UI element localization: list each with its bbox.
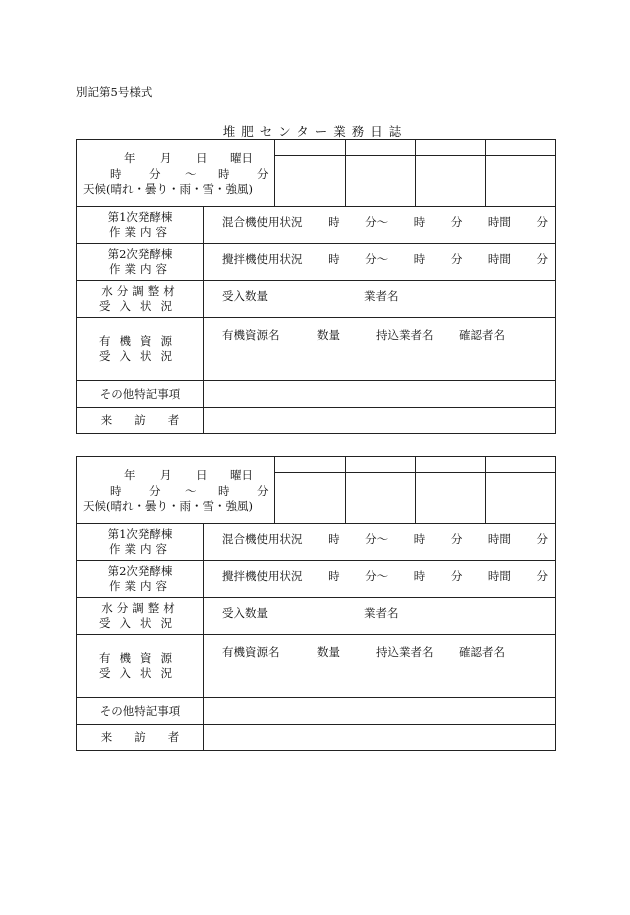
usage-total-hours: 時間 xyxy=(487,569,511,583)
usage-end-minute: 分 xyxy=(450,569,463,583)
other-notes-label-text: その他特記事項 xyxy=(99,386,181,401)
header-grid-column xyxy=(275,140,345,206)
organic-checker-label: 確認者名 xyxy=(459,328,505,342)
visitor-content[interactable] xyxy=(204,408,555,433)
ferment2-content[interactable] xyxy=(204,244,555,280)
month-label: 月 xyxy=(160,468,172,482)
usage-start-minute: 分〜 xyxy=(365,252,389,266)
header-grid-column xyxy=(275,457,345,523)
end-minute-label: 分 xyxy=(257,484,269,498)
moisture-row xyxy=(77,597,555,634)
organic-label-line1: 有機資源 xyxy=(99,651,181,665)
usage-start-hour: 時 xyxy=(328,252,340,266)
moisture-content[interactable] xyxy=(204,281,555,317)
usage-start-minute: 分〜 xyxy=(365,569,389,583)
usage-start-hour: 時 xyxy=(328,532,340,546)
end-hour-label: 時 xyxy=(218,167,230,181)
moisture-label-line2: 受入状況 xyxy=(99,616,181,630)
moisture-row xyxy=(77,280,555,317)
ferment1-label-line2: 作業内容 xyxy=(109,225,171,239)
organic-name-label: 有機資源名 xyxy=(222,645,280,659)
usage-start-hour: 時 xyxy=(328,569,340,583)
organic-quantity-label: 数量 xyxy=(317,328,340,342)
ferment2-content[interactable] xyxy=(204,561,555,597)
usage-total-hours: 時間 xyxy=(487,252,511,266)
header-grid xyxy=(275,457,555,523)
usage-total-minutes: 分 xyxy=(536,532,548,546)
header-grid-column xyxy=(415,457,485,523)
moisture-quantity-label: 受入数量 xyxy=(222,289,268,303)
date-time-weather-cell[interactable] xyxy=(77,457,275,523)
organic-row xyxy=(77,317,555,380)
usage-total-minutes: 分 xyxy=(536,252,548,266)
organic-carrier-label: 持込業者名 xyxy=(376,645,434,659)
moisture-label-line1: 水分調整材 xyxy=(101,601,179,615)
mixer-usage-line xyxy=(222,531,548,547)
ferment2-row xyxy=(77,243,555,280)
moisture-label-line1: 水分調整材 xyxy=(101,284,179,298)
organic-content[interactable] xyxy=(204,635,555,697)
organic-label xyxy=(77,635,204,697)
organic-checker-label: 確認者名 xyxy=(459,645,505,659)
usage-end-hour: 時 xyxy=(413,569,426,583)
visitor-label-text: 来訪者 xyxy=(100,730,202,744)
start-hour-label: 時 xyxy=(110,167,122,181)
ferment2-label-line2: 作業内容 xyxy=(109,579,171,593)
other-notes-label xyxy=(77,698,204,724)
organic-quantity-label: 数量 xyxy=(317,645,340,659)
header-grid-column xyxy=(485,457,555,523)
other-notes-label-text: その他特記事項 xyxy=(99,703,181,718)
organic-row xyxy=(77,634,555,697)
usage-total-minutes: 分 xyxy=(536,569,548,583)
organic-label xyxy=(77,318,204,380)
tilde-label: 〜 xyxy=(185,167,197,181)
year-label: 年 xyxy=(124,468,136,482)
ferment1-label-line1: 第1次発酵棟 xyxy=(107,210,173,224)
start-minute-label: 分 xyxy=(149,484,161,498)
ferment2-label xyxy=(77,561,204,597)
visitor-label-text: 来訪者 xyxy=(100,413,202,427)
header-grid-column xyxy=(345,140,415,206)
ferment1-label-line1: 第1次発酵棟 xyxy=(107,527,173,541)
usage-start-minute: 分〜 xyxy=(365,215,389,229)
usage-total-hours: 時間 xyxy=(487,532,511,546)
start-minute-label: 分 xyxy=(149,167,161,181)
tilde-label: 〜 xyxy=(185,484,197,498)
usage-end-hour: 時 xyxy=(413,532,426,546)
header-grid xyxy=(275,140,555,206)
ferment1-row xyxy=(77,523,555,560)
usage-total-hours: 時間 xyxy=(487,215,511,229)
agitator-usage-line xyxy=(222,568,548,584)
ferment1-label xyxy=(77,207,204,243)
organic-label-line2: 受入状況 xyxy=(99,666,181,680)
mixer-usage-label: 混合機使用状況 xyxy=(222,215,303,229)
agitator-usage-line xyxy=(222,251,548,267)
moisture-vendor-label: 業者名 xyxy=(364,289,399,303)
moisture-vendor-label: 業者名 xyxy=(364,606,399,620)
month-label: 月 xyxy=(160,151,172,165)
end-minute-label: 分 xyxy=(257,167,269,181)
day-label: 日 xyxy=(196,151,208,165)
start-hour-label: 時 xyxy=(110,484,122,498)
header-row xyxy=(77,140,555,206)
header-grid-column xyxy=(485,140,555,206)
usage-end-hour: 時 xyxy=(413,252,426,266)
moisture-label xyxy=(77,281,204,317)
moisture-content[interactable] xyxy=(204,598,555,634)
usage-total-minutes: 分 xyxy=(536,215,548,229)
organic-label-line1: 有機資源 xyxy=(99,334,181,348)
other-notes-label xyxy=(77,381,204,407)
agitator-usage-label: 攪拌機使用状況 xyxy=(222,569,303,583)
other-notes-row xyxy=(77,380,555,407)
ferment1-label-line2: 作業内容 xyxy=(109,542,171,556)
ferment2-label xyxy=(77,244,204,280)
ferment1-content[interactable] xyxy=(204,524,555,560)
ferment2-label-line1: 第2次発酵棟 xyxy=(107,247,173,261)
organic-name-label: 有機資源名 xyxy=(222,328,280,342)
weather-label: 天候(晴れ・曇り・雨・雪・強風) xyxy=(83,182,253,196)
other-notes-content[interactable] xyxy=(204,381,555,407)
moisture-label xyxy=(77,598,204,634)
organic-label-line2: 受入状況 xyxy=(99,349,181,363)
usage-end-hour: 時 xyxy=(413,215,426,229)
weather-label: 天候(晴れ・曇り・雨・雪・強風) xyxy=(83,499,253,513)
ferment1-content[interactable] xyxy=(204,207,555,243)
visitor-content[interactable] xyxy=(204,725,555,750)
visitor-row xyxy=(77,724,555,750)
usage-start-minute: 分〜 xyxy=(365,532,389,546)
log-form-block-2 xyxy=(76,456,556,751)
log-form-block-1 xyxy=(76,139,556,434)
ferment2-label-line2: 作業内容 xyxy=(109,262,171,276)
header-row xyxy=(77,457,555,523)
day-label: 日 xyxy=(196,468,208,482)
weekday-label: 曜日 xyxy=(230,151,253,165)
organic-carrier-label: 持込業者名 xyxy=(376,328,434,342)
mixer-usage-label: 混合機使用状況 xyxy=(222,532,303,546)
header-grid-column xyxy=(345,457,415,523)
agitator-usage-label: 攪拌機使用状況 xyxy=(222,252,303,266)
ferment1-label xyxy=(77,524,204,560)
usage-end-minute: 分 xyxy=(450,532,463,546)
end-hour-label: 時 xyxy=(218,484,230,498)
other-notes-content[interactable] xyxy=(204,698,555,724)
other-notes-row xyxy=(77,697,555,724)
visitor-row xyxy=(77,407,555,433)
ferment2-row xyxy=(77,560,555,597)
usage-end-minute: 分 xyxy=(450,252,463,266)
year-label: 年 xyxy=(124,151,136,165)
usage-start-hour: 時 xyxy=(328,215,340,229)
visitor-label xyxy=(77,408,204,433)
header-grid-column xyxy=(415,140,485,206)
organic-content[interactable] xyxy=(204,318,555,380)
document-title: 堆肥センター業務日誌 xyxy=(222,124,408,139)
visitor-label xyxy=(77,725,204,750)
ferment2-label-line1: 第2次発酵棟 xyxy=(107,564,173,578)
usage-end-minute: 分 xyxy=(450,215,463,229)
form-id: 別記第5号様式 xyxy=(76,85,153,99)
mixer-usage-line xyxy=(222,214,548,230)
moisture-label-line2: 受入状況 xyxy=(99,299,181,313)
date-time-weather-cell[interactable] xyxy=(77,140,275,206)
weekday-label: 曜日 xyxy=(230,468,253,482)
moisture-quantity-label: 受入数量 xyxy=(222,606,268,620)
ferment1-row xyxy=(77,206,555,243)
